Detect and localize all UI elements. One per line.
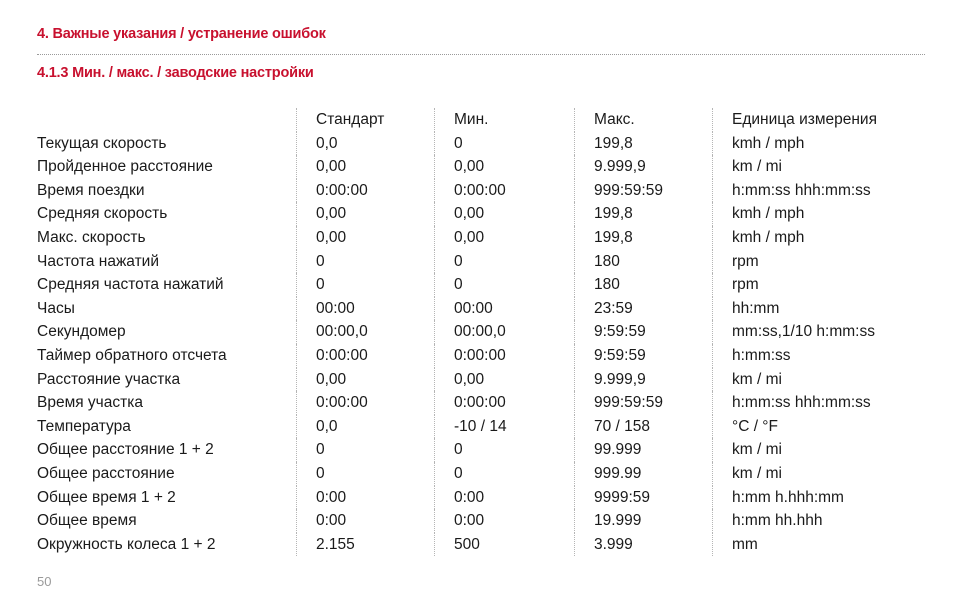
cell-unit: kmh / mph (712, 202, 804, 226)
cell-standard: 0:00:00 (296, 391, 368, 415)
cell-standard: 0,0 (296, 415, 338, 439)
cell-min: 00:00,0 (434, 320, 506, 344)
cell-min: 0:00:00 (434, 391, 506, 415)
cell-min: 0:00 (434, 486, 484, 510)
cell-unit: rpm (712, 273, 759, 297)
cell-name: Таймер обратного отсчета (37, 346, 227, 364)
cell-max: 199,8 (574, 226, 633, 250)
cell-name: Окружность колеса 1 + 2 (37, 535, 216, 553)
table-row (0, 462, 954, 486)
header-divider (37, 54, 925, 55)
table-row (0, 273, 954, 297)
cell-max: 199,8 (574, 132, 633, 156)
cell-unit: h:mm:ss hhh:mm:ss (712, 179, 871, 203)
cell-name: Время поездки (37, 181, 145, 199)
cell-name: Секундомер (37, 323, 126, 341)
cell-name: Частота нажатий (37, 252, 160, 270)
table-row (0, 226, 954, 250)
cell-standard: 0:00:00 (296, 344, 368, 368)
cell-min: 0 (434, 462, 463, 486)
table-row (0, 509, 954, 533)
cell-name: Пройденное расстояние (37, 158, 213, 176)
table-row (0, 202, 954, 226)
table-header-row (0, 108, 954, 132)
cell-max: 3.999 (574, 533, 633, 557)
cell-name: Общее время (37, 512, 137, 530)
cell-max: 180 (574, 250, 620, 274)
cell-standard: 0 (296, 250, 325, 274)
section-title: 4.1.3 Мин. / макс. / заводские настройки (37, 65, 314, 81)
cell-name: Температура (37, 417, 131, 435)
cell-min: 0 (434, 438, 463, 462)
cell-max: 999:59:59 (574, 179, 663, 203)
page-number: 50 (37, 574, 52, 589)
cell-standard: 0:00 (296, 509, 346, 533)
cell-min: 0 (434, 250, 463, 274)
cell-max: 23:59 (574, 297, 633, 321)
cell-standard: 0,00 (296, 226, 346, 250)
cell-unit: °C / °F (712, 415, 778, 439)
cell-unit: km / mi (712, 368, 782, 392)
cell-standard: 0 (296, 438, 325, 462)
cell-unit: mm (712, 533, 758, 557)
cell-max: 99.999 (574, 438, 641, 462)
cell-max: 9999:59 (574, 486, 650, 510)
table-body (0, 132, 954, 557)
cell-unit: rpm (712, 250, 759, 274)
cell-unit: h:mm hh.hhh (712, 509, 822, 533)
cell-name: Средняя частота нажатий (37, 276, 224, 294)
table-row (0, 320, 954, 344)
table-row (0, 155, 954, 179)
cell-max: 9:59:59 (574, 320, 646, 344)
cell-unit: km / mi (712, 155, 782, 179)
cell-standard: 0,00 (296, 368, 346, 392)
cell-standard: 00:00 (296, 297, 355, 321)
table-row (0, 132, 954, 156)
cell-name: Расстояние участка (37, 370, 181, 388)
cell-name: Общее расстояние 1 + 2 (37, 441, 214, 459)
cell-min: -10 / 14 (434, 415, 507, 439)
cell-name: Макс. скорость (37, 228, 146, 246)
cell-name: Время участка (37, 394, 143, 412)
cell-max: 999:59:59 (574, 391, 663, 415)
cell-unit: km / mi (712, 462, 782, 486)
table-row (0, 250, 954, 274)
cell-max: 999.99 (574, 462, 641, 486)
cell-max: 180 (574, 273, 620, 297)
cell-standard: 2.155 (296, 533, 355, 557)
cell-min: 0,00 (434, 226, 484, 250)
cell-unit: kmh / mph (712, 226, 804, 250)
cell-name: Часы (37, 299, 75, 317)
cell-min: 0:00:00 (434, 179, 506, 203)
cell-unit: h:mm:ss hhh:mm:ss (712, 391, 871, 415)
table-row (0, 179, 954, 203)
cell-standard: 0,0 (296, 132, 338, 156)
table-row (0, 297, 954, 321)
cell-unit: mm:ss,1/10 h:mm:ss (712, 320, 875, 344)
cell-max: 9:59:59 (574, 344, 646, 368)
cell-name: Общее расстояние (37, 464, 175, 482)
table-row (0, 391, 954, 415)
cell-min: 0,00 (434, 368, 484, 392)
table-row (0, 415, 954, 439)
cell-max: 9.999,9 (574, 368, 646, 392)
table-row (0, 438, 954, 462)
cell-standard: 0 (296, 273, 325, 297)
table-row (0, 344, 954, 368)
header-min: Мин. (434, 108, 488, 132)
cell-min: 0,00 (434, 202, 484, 226)
cell-unit: h:mm h.hhh:mm (712, 486, 844, 510)
cell-max: 9.999,9 (574, 155, 646, 179)
table-row (0, 533, 954, 557)
cell-standard: 00:00,0 (296, 320, 368, 344)
cell-unit: km / mi (712, 438, 782, 462)
table-row (0, 368, 954, 392)
cell-min: 0:00:00 (434, 344, 506, 368)
cell-min: 00:00 (434, 297, 493, 321)
cell-min: 0,00 (434, 155, 484, 179)
cell-unit: kmh / mph (712, 132, 804, 156)
table-row (0, 486, 954, 510)
cell-max: 19.999 (574, 509, 641, 533)
cell-max: 199,8 (574, 202, 633, 226)
cell-min: 0 (434, 273, 463, 297)
cell-name: Текущая скорость (37, 134, 167, 152)
cell-standard: 0,00 (296, 155, 346, 179)
header-max: Макс. (574, 108, 635, 132)
header-standard: Стандарт (296, 108, 384, 132)
cell-min: 500 (434, 533, 480, 557)
cell-standard: 0:00 (296, 486, 346, 510)
cell-max: 70 / 158 (574, 415, 650, 439)
settings-table (0, 108, 954, 556)
cell-min: 0 (434, 132, 463, 156)
cell-standard: 0:00:00 (296, 179, 368, 203)
cell-unit: hh:mm (712, 297, 779, 321)
cell-min: 0:00 (434, 509, 484, 533)
cell-standard: 0 (296, 462, 325, 486)
cell-unit: h:mm:ss (712, 344, 791, 368)
header-unit: Единица измерения (712, 108, 877, 132)
cell-name: Средняя скорость (37, 205, 168, 223)
cell-standard: 0,00 (296, 202, 346, 226)
chapter-title: 4. Важные указания / устранение ошибок (37, 26, 326, 42)
cell-name: Общее время 1 + 2 (37, 488, 176, 506)
